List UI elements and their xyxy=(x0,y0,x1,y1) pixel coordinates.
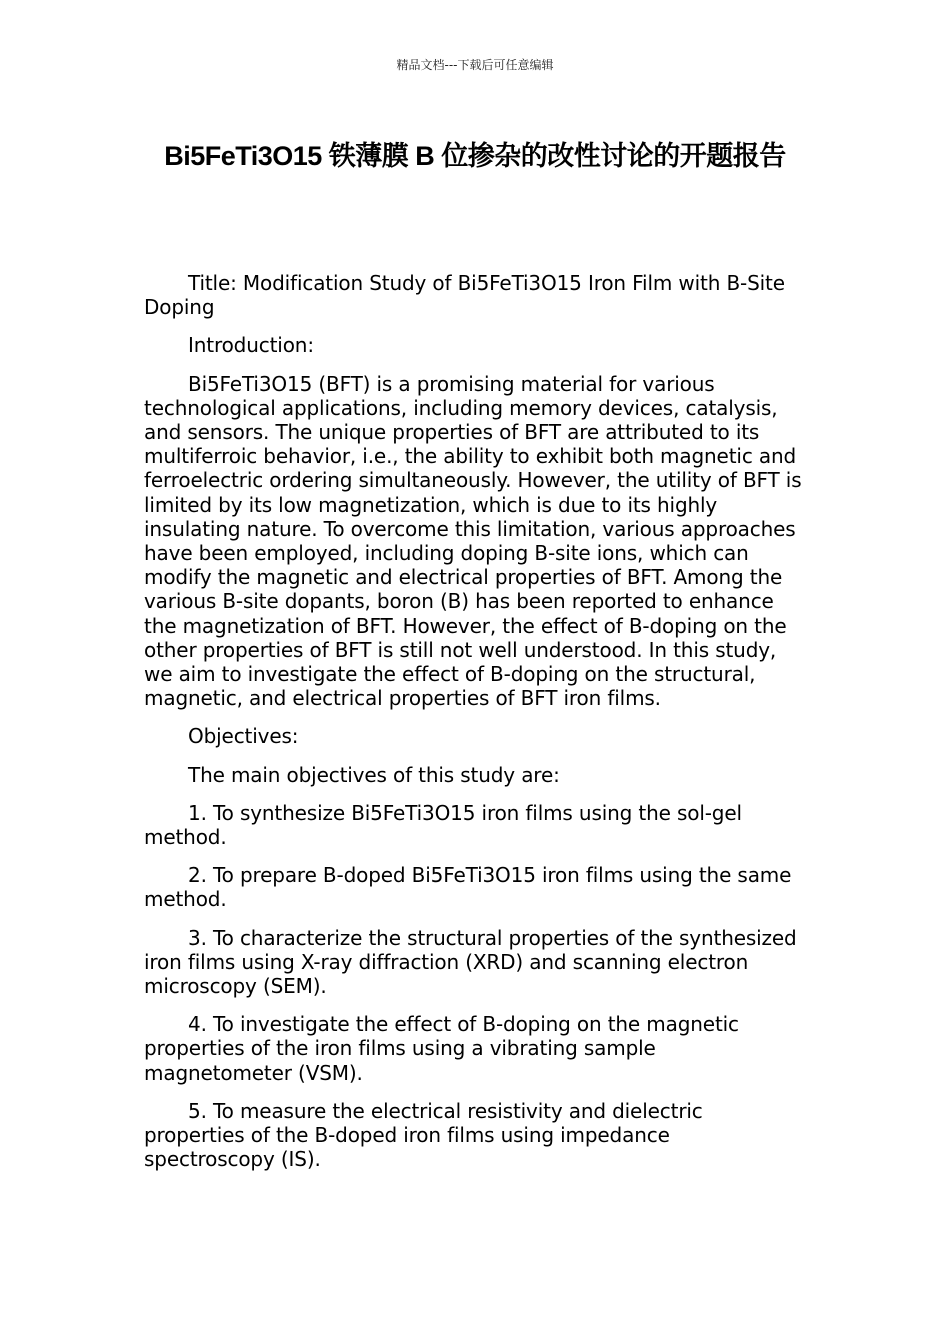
document-title: Bi5FeTi3O15 铁薄膜 B 位掺杂的改性讨论的开题报告 xyxy=(164,141,786,171)
paragraph-introduction-body: Bi5FeTi3O15 (BFT) is a promising material for various technological applications, including memory devices, catalysis, and sensors. The unique properties of BFT are attributed to its multiferroic behavior, i.e., the ability to exhibit both magnetic and ferroelectric ordering simultaneously. However, the utility of BFT is limited by its low magnetization, which is due to its highly insulating nature. To overcome this limitation, various approaches have been employed, including doping B-site ions, which can modify the magnetic and electrical properties of BFT. Among the various B-site dopants, boron (B) has been reported to enhance the magnetization of BFT. However, the effect of B-doping on the other properties of BFT is still not well understood. In this study, we aim to investigate the effect of B-doping on the structural, magnetic, and electrical properties of BFT iron films. xyxy=(144,371,802,711)
objective-item-5: 5. To measure the electrical resistivity and dielectric properties of the B-doped iron films using impedance spectroscopy (IS). xyxy=(144,1098,703,1172)
paragraph-introduction-heading: Introduction: xyxy=(188,333,314,358)
objective-item-1: 1. To synthesize Bi5FeTi3O15 iron films using the sol-gel method. xyxy=(144,800,742,850)
objective-item-3: 3. To characterize the structural properties of the synthesized iron films using X-ray diffraction (XRD) and scanning electron microscopy (SEM). xyxy=(144,925,797,999)
document-body xyxy=(144,271,806,1186)
objective-item-2: 2. To prepare B-doped Bi5FeTi3O15 iron films using the same method. xyxy=(144,863,792,912)
paragraph-objectives-intro: The main objectives of this study are: xyxy=(188,762,560,787)
objective-item-4: 4. To investigate the effect of B-doping on the magnetic properties of the iron films using a vibrating sample magnetometer (VSM). xyxy=(144,1012,739,1085)
paragraph-title-line: Title: Modification Study of Bi5FeTi3O15 Iron Film with B-Site Doping xyxy=(144,271,785,320)
page-header-note: 精品文档---下载后可任意编辑 xyxy=(396,58,554,72)
paragraph-objectives-heading: Objectives: xyxy=(188,724,299,749)
